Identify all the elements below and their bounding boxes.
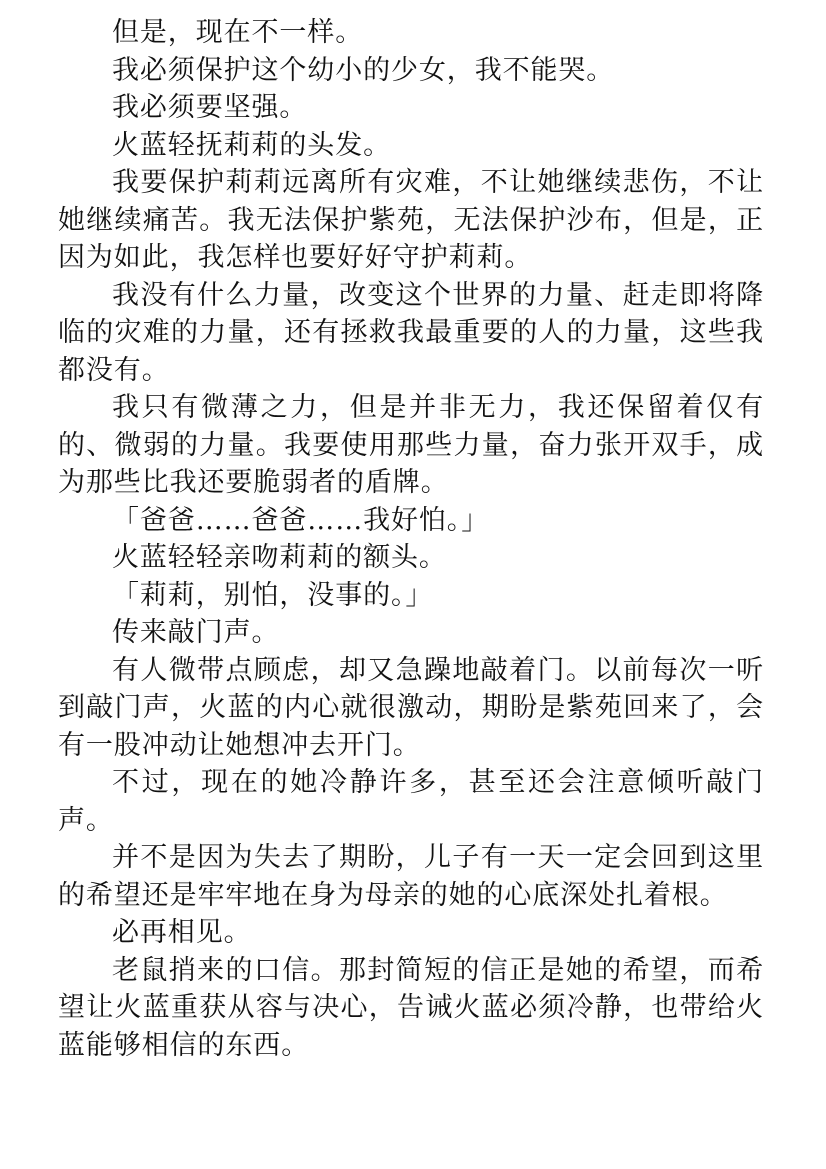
paragraph-14: 并不是因为失去了期盼，儿子有一天一定会回到这里的希望还是牢牢地在身为母亲的她的心底深处扎着根。 xyxy=(58,842,764,911)
dialogue-1: 「爸爸……爸爸……我好怕。」 xyxy=(112,504,490,536)
dialogue-2: 「莉莉，别怕，没事的。」 xyxy=(112,579,434,611)
body-text xyxy=(58,14,764,1064)
paragraph-6: 我没有什么力量，改变这个世界的力量、赶走即将降临的灾难的力量，还有拯救我最重要的人的力量，这些我都没有。 xyxy=(58,279,764,386)
paragraph-11: 传来敲门声。 xyxy=(112,617,280,648)
paragraph-2: 我必须保护这个幼小的少女，我不能哭。 xyxy=(112,54,615,86)
paragraph-16: 老鼠捎来的口信。那封简短的信正是她的希望，而希望让火蓝重获从容与决心，告诫火蓝必须冷静，也带给火蓝能够相信的东西。 xyxy=(58,954,764,1061)
paragraph-1: 但是，现在不一样。 xyxy=(112,17,364,48)
paragraph-4: 火蓝轻抚莉莉的头发。 xyxy=(112,129,391,161)
paragraph-3: 我必须要坚强。 xyxy=(112,92,308,123)
paragraph-5: 我要保护莉莉远离所有灾难，不让她继续悲伤，不让她继续痛苦。我无法保护紫苑，无法保护沙布，但是，正因为如此，我怎样也要好好守护莉莉。 xyxy=(58,167,764,273)
paragraph-15: 必再相见。 xyxy=(112,917,252,948)
paragraph-13: 不过，现在的她冷静许多，甚至还会注意倾听敲门声。 xyxy=(58,767,764,836)
paragraph-12: 有人微带点顾虑，却又急躁地敲着门。以前每次一听到敲门声，火蓝的内心就很激动，期盼是紫苑回来了，会有一股冲动让她想冲去开门。 xyxy=(58,654,764,761)
paragraph-7: 我只有微薄之力，但是并非无力，我还保留着仅有的、微弱的力量。我要使用那些力量，奋力张开双手，成为那些比我还要脆弱者的盾牌。 xyxy=(58,392,764,498)
paragraph-9: 火蓝轻轻亲吻莉莉的额头。 xyxy=(112,542,447,573)
